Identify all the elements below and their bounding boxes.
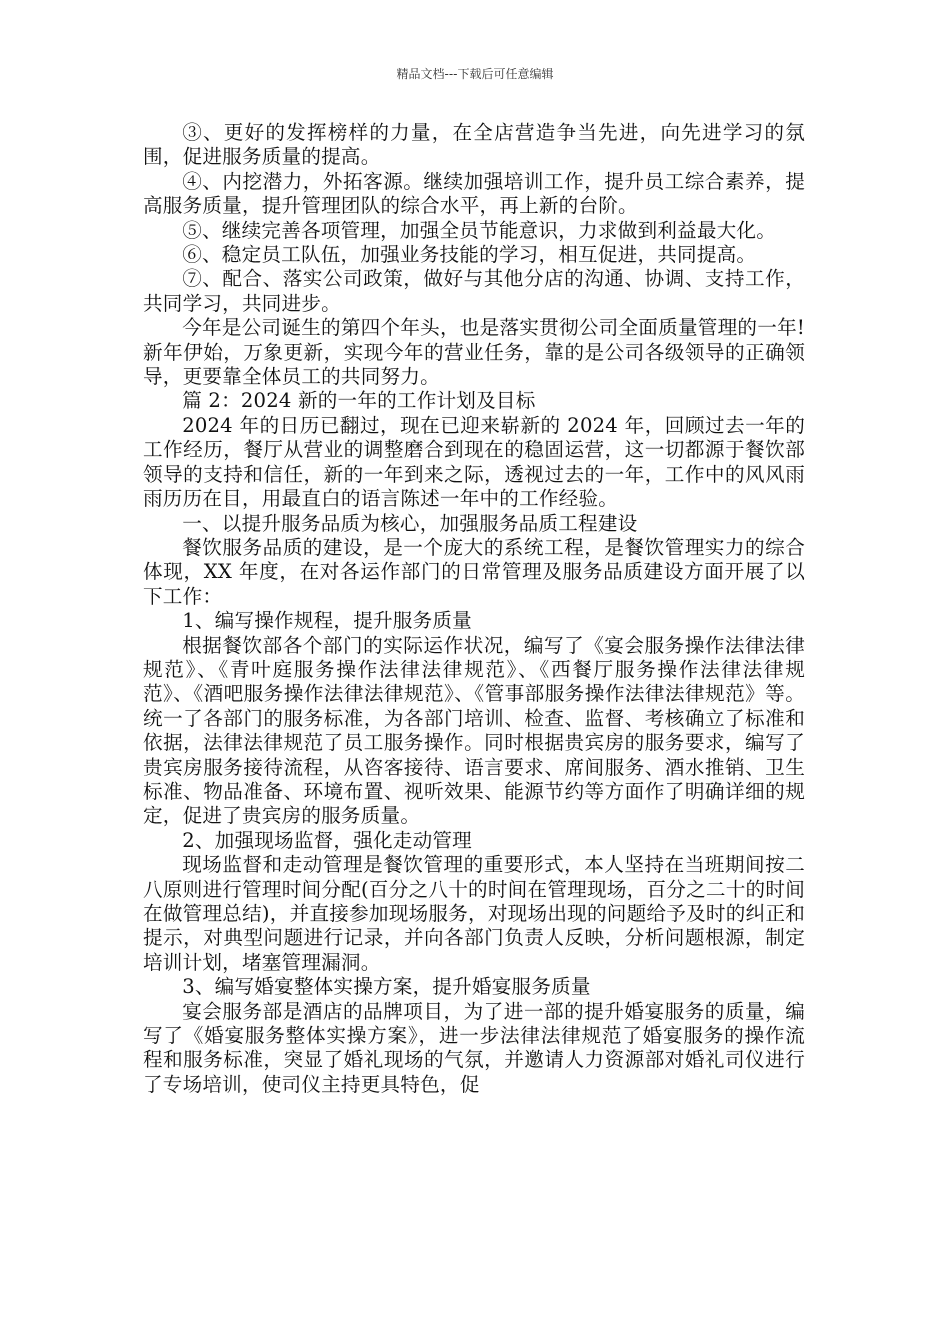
paragraph-item-3: ③、更好的发挥榜样的力量，在全店营造争当先进，向先进学习的氛围，促进服务质量的提高。 [143, 121, 805, 169]
paragraph-item-6: ⑥、稳定员工队伍，加强业务技能的学习，相互促进，共同提高。 [182, 243, 757, 267]
paragraph-subsection-3: 宴会服务部是酒店的品牌项目，为了进一部的提升婚宴服务的质量，编写了《婚宴服务整体实操方案》，进一步法律法律规范了婚宴服务的操作流程和服务标准，突显了婚礼现场的气氛，并邀请人力资源部对婚礼司仪进行了专场培训，使司仪主持更具特色，促 [143, 999, 805, 1096]
document-body [143, 121, 805, 1097]
paragraph-section-1: 餐饮服务品质的建设，是一个庞大的系统工程，是餐饮管理实力的综合体现，XX 年度，在对各运作部门的日常管理及服务品质建设方面开展了以下工作： [143, 535, 805, 608]
page-header: 精品文档---下载后可任意编辑 [396, 67, 554, 81]
paragraph-intro: 2024 年的日历已翻过，现在已迎来崭新的 2024 年，回顾过去一年的工作经历，餐厅从营业的调整磨合到现在的稳固运营，这一切都源于餐饮部领导的支持和信任，新的一年到来之际，透视过去的一年，工作中的风风雨雨历历在目，用最直白的语言陈述一年中的工作经验。 [143, 413, 805, 511]
subheading-3: 3、编写婚宴整体实操方案，提升婚宴服务质量 [182, 975, 591, 999]
heading-section-1: 一、以提升服务品质为核心，加强服务品质工程建设 [182, 511, 638, 535]
section-title-part-2: 篇 2：2024 新的一年的工作计划及目标 [182, 389, 536, 413]
paragraph-subsection-2: 现场监督和走动管理是餐饮管理的重要形式，本人坚持在当班期间按二八原则进行管理时间分配(百分之八十的时间在管理现场，百分之二十的时间在做管理总结)，并直接参加现场服务，对现场出现的问题给予及时的纠正和提示，对典型问题进行记录，并向各部门负责人反映，分析问题根源，制定培训计划，堵塞管理漏洞。 [143, 853, 805, 974]
paragraph-item-7: ⑦、配合、落实公司政策，做好与其他分店的沟通、协调、支持工作，共同学习，共同进步。 [143, 267, 805, 315]
paragraph-item-5: ⑤、继续完善各项管理，加强全员节能意识，力求做到利益最大化。 [182, 218, 776, 242]
paragraph-summary: 今年是公司诞生的第四个年头，也是落实贯彻公司全面质量管理的一年!新年伊始，万象更新，实现今年的营业任务，靠的是公司各级领导的正确领导，更要靠全体员工的共同努力。 [143, 316, 805, 389]
subheading-1: 1、编写操作规程，提升服务质量 [182, 609, 472, 633]
paragraph-subsection-1: 根据餐饮部各个部门的实际运作状况，编写了《宴会服务操作法律法律规范》、《青叶庭服务操作法律法律规范》、《西餐厅服务操作法律法律规范》、《酒吧服务操作法律法律规范》、《管事部服务操作法律法律规范》等。统一了各部门的服务标准，为各部门培训、检查、监督、考核确立了标准和依据，法律法律规范了员工服务操作。同时根据贵宾房的服务要求，编写了贵宾房服务接待流程，从咨客接待、语言要求、席间服务、酒水推销、卫生标准、物品准备、环境布置、视听效果、能源节约等方面作了明确详细的规定，促进了贵宾房的服务质量。 [143, 633, 805, 828]
subheading-2: 2、加强现场监督，强化走动管理 [182, 828, 472, 852]
paragraph-item-4: ④、内挖潜力，外拓客源。继续加强培训工作，提升员工综合素养，提高服务质量，提升管理团队的综合水平，再上新的台阶。 [143, 169, 805, 218]
